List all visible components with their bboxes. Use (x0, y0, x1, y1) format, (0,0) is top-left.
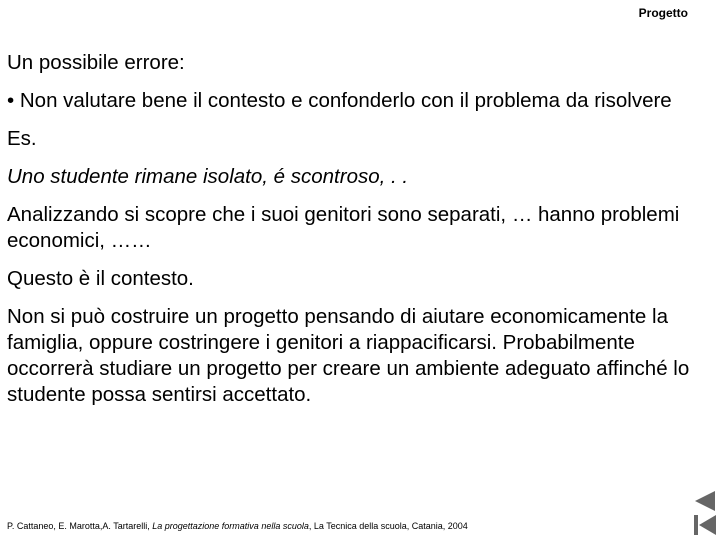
previous-slide-button[interactable] (693, 490, 717, 512)
first-slide-button[interactable] (693, 514, 717, 536)
footer-book-title: La progettazione formativa nella scuola (152, 521, 309, 531)
slide-body (7, 50, 697, 408)
previous-slide-icon (693, 490, 717, 512)
bullet-text: • Non valutare bene il contesto e confonderlo con il problema da risolvere (7, 89, 672, 112)
intro-text: Un possibile errore: (7, 51, 185, 74)
context-text: Questo è il contesto. (7, 267, 194, 290)
footer-reference (7, 520, 468, 532)
analysis-text: Analizzando si scopre che i suoi genitori sono separati, … hanno problemi economici, …… (7, 203, 680, 252)
example-label: Es. (7, 127, 37, 150)
header-title: Progetto (638, 6, 688, 20)
example-text: Uno studente rimane isolato, é scontroso, . . (7, 165, 409, 188)
footer-publisher: , La Tecnica della scuola, Catania, 2004 (308, 521, 468, 531)
footer-authors: P. Cattaneo, E. Marotta,A. Tartarelli, (7, 521, 153, 531)
first-slide-icon (693, 514, 717, 536)
conclusion-text: Non si può costruire un progetto pensando di aiutare economicamente la famiglia, oppure costringere i genitori a riappacificarsi. Probabilmente occorrerà studiare un progetto per creare un ambiente adeguato affinché lo studente possa sentirsi accettato. (7, 305, 690, 406)
